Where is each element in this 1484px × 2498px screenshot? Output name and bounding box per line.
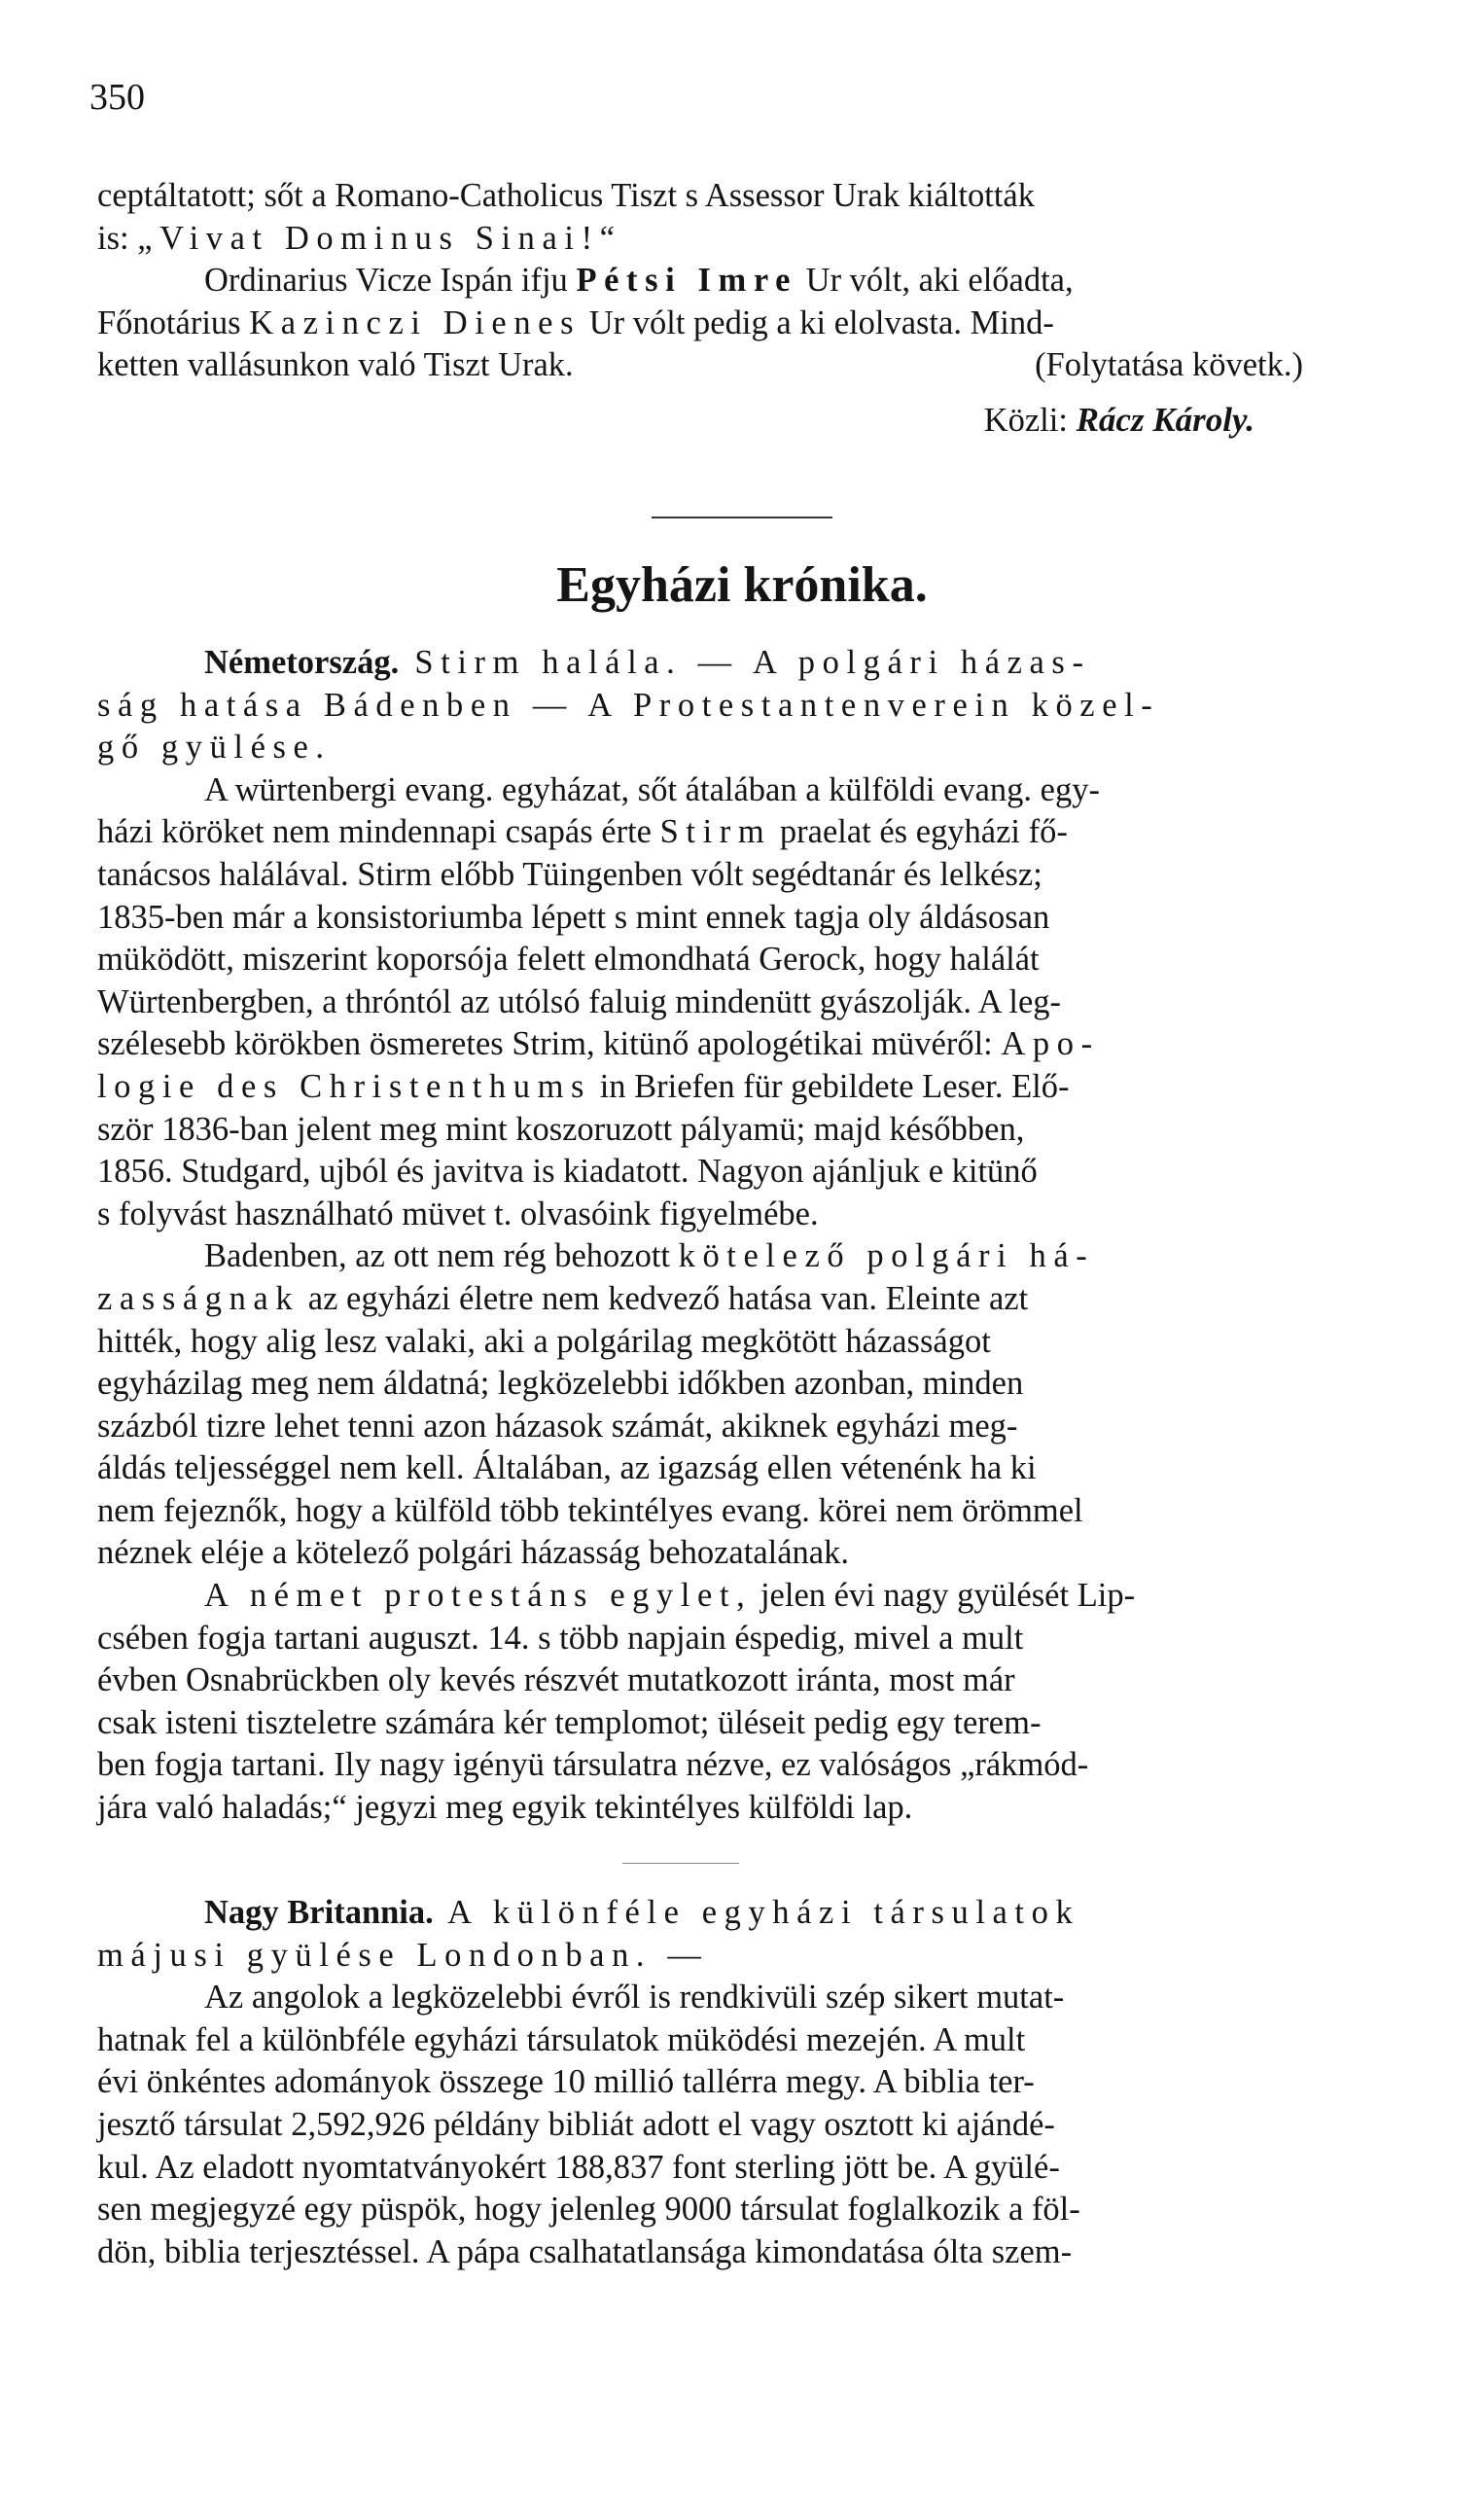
text-line: Ordinarius Vicze Ispán ifju Pétsi Imre Ur vólt, aki előadta,	[204, 262, 1074, 300]
text-line: Würtenbergben, a thróntól az utólsó faluig mindenütt gyászolják. A leg-	[97, 982, 1061, 1020]
text-line: Badenben, az ott nem rég behozott kötelező polgári há-	[204, 1237, 1095, 1275]
text-line: tanácsos halálával. Stirm előbb Tüingenben vólt segédtanár és lelkész;	[97, 855, 1042, 893]
author-name: Rácz Károly.	[1076, 400, 1254, 439]
text-line: Főnotárius Kazinczi Dienes Ur vólt pedig a ki elolvasta. Mind-	[97, 303, 1054, 341]
text-line: logie des Christenthums in Briefen für gebildete Leser. Elő-	[97, 1067, 1070, 1105]
text-line: sen megjegyzé egy püspök, hogy jelenleg 9000 társulat foglalkozik a föl-	[97, 2191, 1080, 2229]
text-line: zasságnak az egyházi életre nem kedvező hatása van. Eleinte azt	[97, 1279, 1029, 1317]
text-line: évben Osnabrückben oly kevés részvét mutatkozott iránta, most már	[97, 1661, 1015, 1699]
text-line: 1835-ben már a konsistoriumba lépett s mint ennek tagja oly áldásosan	[97, 898, 1050, 936]
text-line: ceptáltatott; sőt a Romano-Catholicus Tiszt s Assessor Urak kiáltották	[97, 177, 1035, 214]
text-line: s folyvást használható müvet t. olvasóink figyelmébe.	[97, 1195, 819, 1232]
intro-paragraph	[97, 175, 1352, 443]
country-heading: Németország.	[204, 644, 400, 681]
text-line: hatnak fel a különbféle egyházi társulatok müködési mezején. A mult	[97, 2020, 1026, 2058]
text-line: A würtenbergi evang. egyházat, sőt átalában a külföldi evang. egy-	[204, 770, 1100, 808]
section-divider	[622, 1863, 739, 1864]
text-line: csak isteni tiszteletre számára kér templomot; üléseit pedig egy terem-	[97, 1703, 1042, 1741]
text-line: ben fogja tartani. Ily nagy igényü társulatra nézve, ez valóságos „rákmód-	[97, 1746, 1089, 1784]
section-heading: Egyházi krónika.	[556, 557, 928, 613]
text-line: is: „Vivat Dominus Sinai!“	[97, 219, 622, 257]
text-line: évi önkéntes adományok összege 10 millió tallérra megy. A biblia ter-	[97, 2063, 1035, 2101]
text-line: néznek eléje a kötelező polgári házasság behozatalának.	[97, 1534, 849, 1572]
section-title-line: gő gyülése.	[97, 729, 332, 767]
text-line: müködött, miszerint koporsója felett elmondhatá Gerock, hogy halálát	[97, 941, 1040, 979]
text-line: ketten vallásunkon való Tiszt Urak. (Folytatása követk.)	[97, 344, 1352, 387]
text-line: jára való haladás;“ jegyzi meg egyik tekintélyes külföldi lap.	[97, 1789, 913, 1827]
text-line: kul. Az eladott nyomtatványokért 188,837 font sterling jött be. A gyülé-	[97, 2148, 1060, 2186]
section-title-line: Németország. Stirm halála. — A polgári házas-	[204, 644, 1091, 681]
text-line: egyházilag meg nem áldatná; legközelebbi időkben azonban, minden	[97, 1365, 1024, 1403]
section-title-line: Nagy Britannia. A különféle egyházi társulatok	[204, 1894, 1080, 1931]
text-line: áldás teljességgel nem kell. Általában, az igazság ellen vétenénk ha ki	[97, 1449, 1037, 1487]
text-line: 1856. Studgard, ujból és javitva is kiadatott. Nagyon ajánljuk e kitünő	[97, 1153, 1038, 1191]
germany-section	[97, 642, 1352, 1830]
page-number: 350	[89, 77, 145, 118]
divider	[652, 517, 832, 518]
text-line: ször 1836-ban jelent meg mint koszoruzott pályamü; majd későbben,	[97, 1110, 1025, 1148]
signature: Közli: Rácz Károly.	[983, 400, 1254, 439]
text-line: jesztő társulat 2,592,926 példány bibliát adott el vagy osztott ki ajándé-	[97, 2105, 1055, 2143]
text-line: csében fogja tartani auguszt. 14. s több napjain éspedig, mivel a mult	[97, 1619, 1024, 1657]
text-line: dön, biblia terjesztéssel. A pápa csalhatatlansága kimondatása ólta szem-	[97, 2232, 1073, 2270]
text-line: Az angolok a legközelebbi évről is rendkivüli szép sikert mutat-	[204, 1979, 1065, 2016]
section-title-line: ság hatása Bádenben — A Protestantenverein közel-	[97, 686, 1160, 724]
text-line: százból tizre lehet tenni azon házasok számát, akiknek egyházi meg-	[97, 1407, 1018, 1445]
text-line: szélesebb körökben ösmeretes Strim, kitünő apologétikai müvéről: Apo-	[97, 1025, 1100, 1063]
text-line: A német protestáns egylet, jelen évi nagy gyülését Lip-	[204, 1577, 1136, 1615]
text-line: házi köröket nem mindennapi csapás érte Stirm praelat és egyházi fő-	[97, 813, 1068, 851]
country-heading: Nagy Britannia.	[204, 1894, 434, 1931]
britain-section	[97, 1892, 1352, 2273]
continuation-note: (Folytatása követk.)	[1035, 346, 1303, 384]
text-line: hitték, hogy alig lesz valaki, aki a polgárilag megkötött házasságot	[97, 1322, 991, 1360]
section-title-line: májusi gyülése Londonban. —	[97, 1936, 709, 1974]
text-line: nem fejeznők, hogy a külföld több tekintélyes evang. körei nem örömmel	[97, 1491, 1083, 1529]
